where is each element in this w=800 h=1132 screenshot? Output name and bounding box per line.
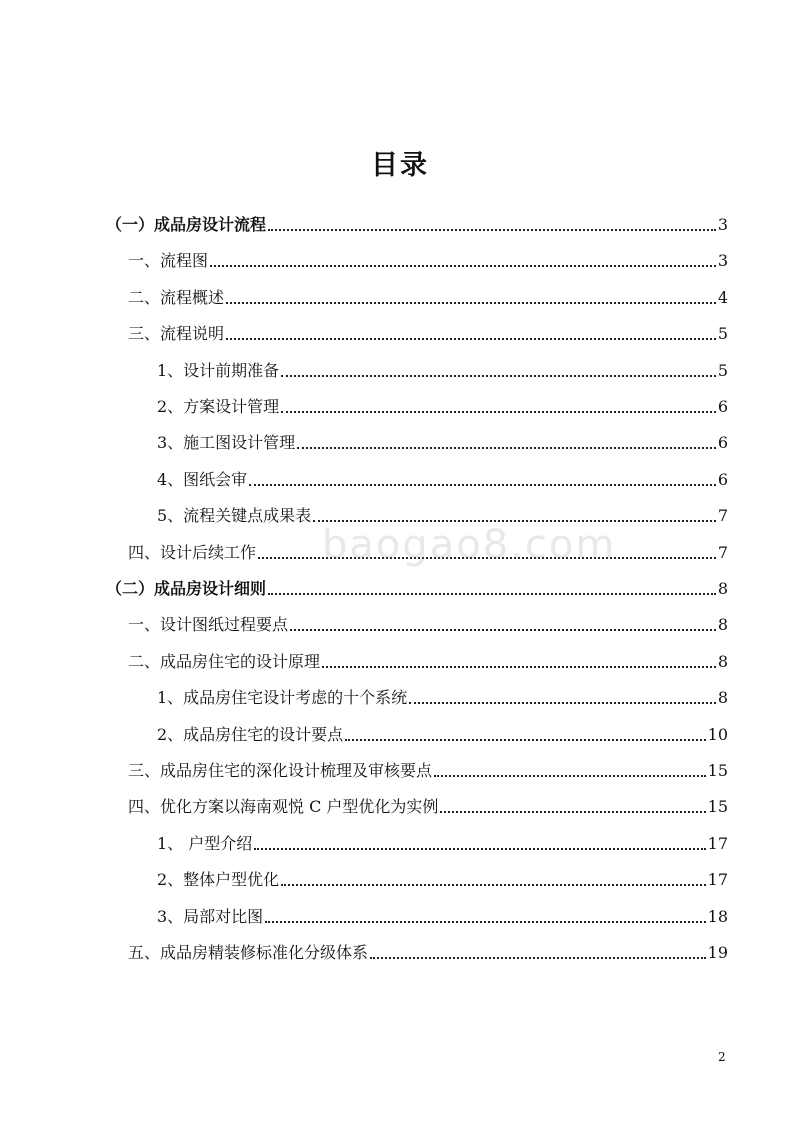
toc-entry-label: 四、设计后续工作 [128, 542, 257, 562]
toc-dot-leader [281, 375, 716, 377]
toc-entry-page: 19 [707, 943, 728, 962]
toc-entry-label: 3、局部对比图 [157, 906, 264, 926]
toc-dot-leader [297, 447, 716, 449]
toc-entry-page: 3 [717, 215, 728, 234]
toc-dot-leader [281, 411, 716, 413]
toc-entry-page: 17 [707, 833, 728, 853]
toc-entry-label: 三、成品房住宅的深化设计梳理及审核要点 [128, 761, 433, 780]
toc-entry-label: （二）成品房设计细则 [106, 579, 267, 598]
toc-entry-page: 17 [707, 870, 728, 890]
toc-entry-page: 5 [717, 324, 728, 344]
toc-entry[interactable] [157, 417, 728, 453]
toc-dot-leader [268, 229, 716, 231]
toc-entry-label: 5、流程关键点成果表 [157, 506, 312, 526]
toc-entry[interactable] [157, 709, 728, 745]
toc-dot-leader [322, 666, 716, 668]
toc-entry-label: 2、成品房住宅的设计要点 [157, 724, 344, 744]
page-title: 目录 [371, 150, 429, 181]
toc-entry[interactable] [128, 272, 728, 308]
toc-dot-leader [268, 593, 716, 595]
toc-entry-label: 1、设计前期准备 [157, 360, 280, 380]
toc-entry-page: 4 [717, 287, 728, 307]
toc-entry[interactable] [157, 854, 728, 890]
toc-entry-page: 8 [717, 579, 728, 598]
toc-entry[interactable] [128, 927, 728, 963]
toc-entry[interactable] [157, 454, 728, 490]
toc-entry-label: 1、 户型介绍 [157, 833, 253, 853]
toc-dot-leader [434, 775, 706, 777]
toc-entry[interactable] [157, 381, 728, 417]
toc-entry-label: 1、成品房住宅设计考虑的十个系统 [157, 688, 408, 708]
toc-entry-label: 三、流程说明 [128, 324, 225, 344]
toc-entry[interactable] [157, 818, 728, 854]
toc-dot-leader [254, 848, 705, 850]
toc-entry-label: 一、流程图 [128, 251, 209, 271]
toc-dot-leader [345, 739, 705, 741]
toc-entry-page: 10 [707, 724, 728, 744]
toc-entry-page: 6 [717, 469, 728, 489]
toc-dot-leader [226, 302, 716, 304]
toc-entry[interactable] [128, 745, 728, 781]
watermark: baogao8.com [322, 522, 617, 568]
toc-entry[interactable] [157, 672, 728, 708]
toc-entry-label: 二、流程概述 [128, 287, 225, 307]
toc-entry-label: 五、成品房精装修标准化分级体系 [128, 943, 369, 962]
toc-entry-label: 二、成品房住宅的设计原理 [128, 651, 321, 671]
toc-entry-label: 3、施工图设计管理 [157, 433, 296, 453]
toc-dot-leader [210, 265, 716, 267]
toc-entry[interactable] [106, 199, 728, 235]
toc-dot-leader [226, 338, 716, 340]
toc-entry-page: 8 [717, 615, 728, 635]
toc-entry[interactable] [106, 563, 728, 599]
toc-entry[interactable] [128, 636, 728, 672]
toc-entry-page: 18 [707, 906, 728, 926]
page-number: 2 [718, 1050, 726, 1064]
toc-entry-page: 5 [717, 360, 728, 380]
toc-entry-page: 6 [717, 397, 728, 416]
toc-dot-leader [281, 884, 705, 886]
toc-entry[interactable] [128, 308, 728, 344]
toc-dot-leader [440, 811, 705, 813]
toc-entry-page: 8 [717, 651, 728, 671]
toc-entry[interactable] [128, 781, 728, 817]
toc-entry-page: 8 [717, 688, 728, 708]
toc-entry-page: 15 [707, 797, 728, 817]
toc-entry[interactable] [157, 345, 728, 381]
toc-entry-page: 7 [717, 542, 728, 562]
toc-dot-leader [265, 921, 705, 923]
toc-dot-leader [249, 484, 716, 486]
toc-entry-label: 四、优化方案以海南观悦 C 户型优化为实例 [128, 797, 439, 817]
toc-entry-page: 3 [717, 251, 728, 271]
toc-entry-page: 6 [717, 433, 728, 453]
toc-dot-leader [290, 629, 716, 631]
toc-entry[interactable] [157, 490, 728, 526]
toc-entry-label: 2、方案设计管理 [157, 397, 280, 416]
toc-entry-label: 4、图纸会审 [157, 469, 248, 489]
toc-dot-leader [370, 957, 706, 959]
toc-entry[interactable] [128, 235, 728, 271]
toc-entry-label: 2、整体户型优化 [157, 870, 280, 890]
toc-entry-label: 一、设计图纸过程要点 [128, 615, 289, 635]
toc-entry-page: 15 [707, 761, 728, 780]
toc-entry-page: 7 [717, 506, 728, 526]
toc-dot-leader [409, 702, 716, 704]
toc-entry[interactable] [128, 599, 728, 635]
toc-entry[interactable] [157, 891, 728, 927]
toc-entry-label: （一）成品房设计流程 [106, 215, 267, 234]
